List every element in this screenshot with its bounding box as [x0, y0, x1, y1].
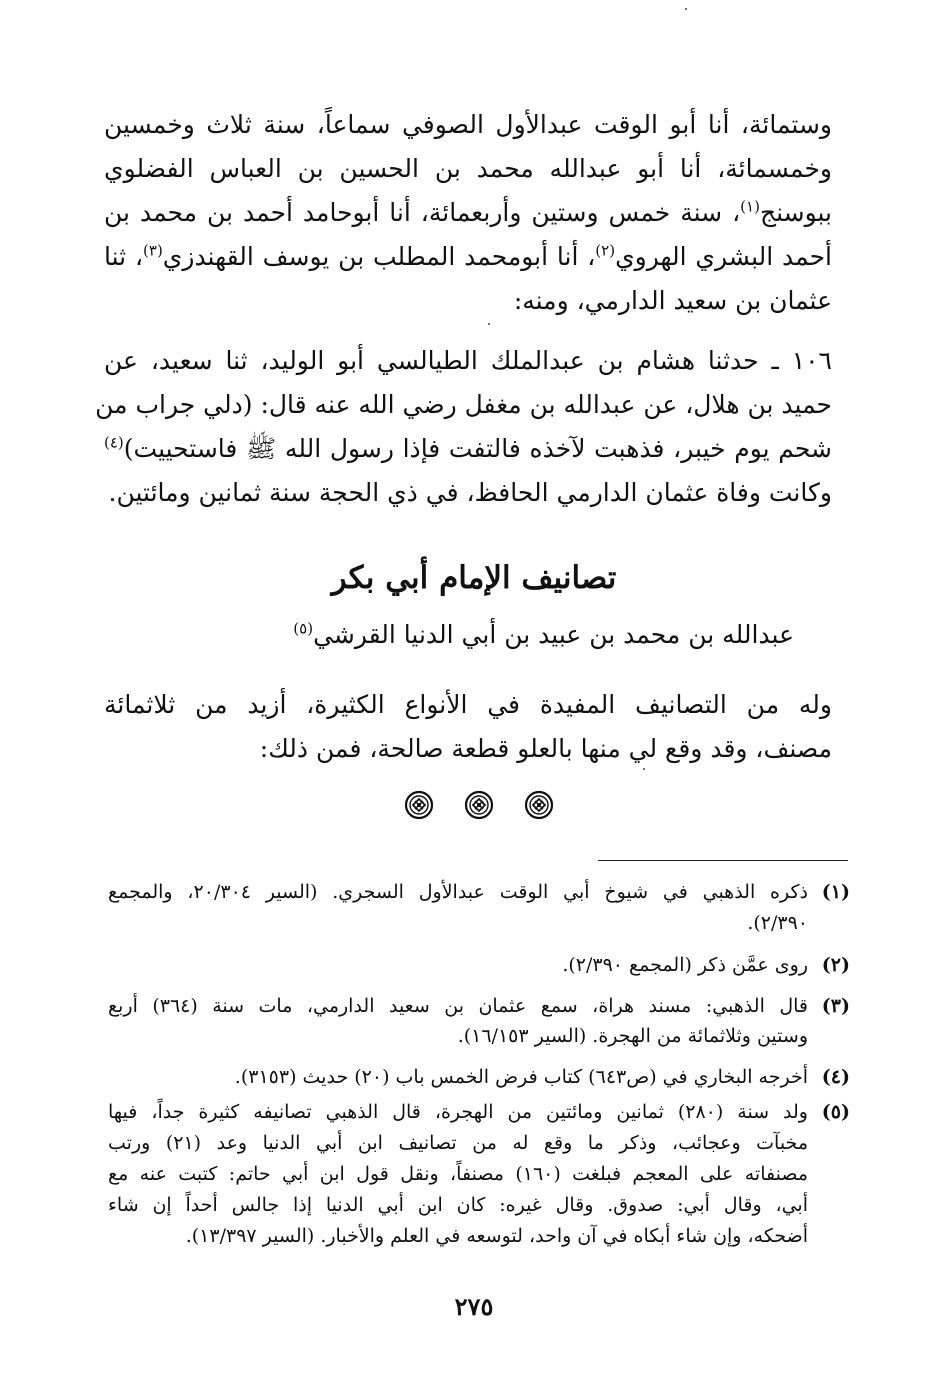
footnote-5-line: مخبآت وعجائب، وذكر ما وقع له من تصانيف ابن أبي الدنيا وعد (٢١) ورتب [108, 1132, 808, 1154]
footnote-ref-2: (٢) [595, 241, 616, 260]
footnote-number: (٤) [821, 1066, 850, 1088]
author-line [104, 620, 794, 650]
text-line: وستمائة، أنا أبو الوقت عبدالأول الصوفي سماعاً، سنة ثلاث وخمسين [104, 110, 832, 139]
text-segment: ، أنا أبومحمد المطلب بن يوسف القهندزي [162, 242, 596, 271]
text-line: مصنف، وقد وقع لي منها بالعلو قطعة صالحة، فمن ذلك: [259, 734, 832, 763]
footnote-1-line: ذكره الذهبي في شيوخ أبي الوقت عبدالأول السجري. (السير ٢٠/٣٠٤، والمجمع [108, 881, 809, 903]
print-speck [488, 323, 490, 325]
footnote-number: (٢) [821, 954, 850, 976]
footnote-5-line: ولد سنة (٢٨٠) ثمانين ومائتين من الهجرة، قال الذهبي تصانيفه كثيرة جداً، فيها [108, 1101, 808, 1123]
footnote-number: (٥) [821, 1101, 850, 1123]
text-line: وكانت وفاة عثمان الدارمي الحافظ، في ذي الحجة سنة ثمانين ومائتين. [108, 478, 832, 507]
paragraph-3 [104, 690, 832, 770]
section-heading: تصانيف الإمام أبي بكر [331, 560, 617, 596]
subheading [104, 620, 794, 654]
text-line [104, 198, 832, 228]
text-line: حميد بن هلال، عن عبدالله بن مغفل رضي الله عنه قال: (دلي جراب من [95, 390, 832, 419]
footnote-3-line: قال الذهبي: مسند هراة، سمع عثمان بن سعيد الدارمي، مات سنة (٣٦٤) أربع [108, 995, 808, 1017]
text-line [104, 242, 832, 272]
print-speck [685, 8, 687, 10]
ornamental-flower-icon [524, 790, 554, 820]
footnote-2-line: روى عمَّن ذكر (المجمع ٢/٣٩٠). [562, 954, 808, 976]
hadith-line: ١٠٦ ـ حدثنا هشام بن عبدالملك الطيالسي أبو الوليد، ثنا سعيد، عن [104, 346, 832, 375]
ornamental-flower-icon [464, 790, 494, 820]
footnote-3-line: وستين وثلاثمائة من الهجرة. (السير ١٦/١٥٣). [457, 1025, 808, 1047]
text-segment: ببوسنج [759, 198, 832, 227]
footnote-5-line: أضحكه، وإن شاء أبكاه في آن واحد، لتوسعه في العلم والأخبار. (السير ١٣/٣٩٧). [185, 1225, 808, 1247]
paragraph-1 [104, 110, 832, 315]
footnote-number: (٣) [821, 995, 850, 1017]
text-segment: ، ثنا [104, 242, 144, 271]
footnote-ref-1: (١) [740, 197, 760, 216]
text-line: وله من التصانيف المفيدة في الأنواع الكثيرة، أزيد من ثلاثمائة [104, 690, 832, 719]
text-segment: شحم يوم خيبر، فذهبت لآخذه فالتفت فإذا رسول الله ﷺ فاستحييت) [123, 434, 832, 463]
footnote-ref-4: (٤) [104, 433, 124, 452]
text-segment: ، سنة خمس وستين وأربعمائة، أنا أبوحامد أحمد بن محمد بن [104, 198, 741, 227]
paragraph-2 [95, 346, 832, 516]
footnote-ref-3: (٣) [143, 241, 163, 260]
footnote-number: (١) [821, 881, 850, 903]
footnote-4-line: أخرجه البخاري في (ص٦٤٣) كتاب فرض الخمس باب (٢٠) حديث (٣١٥٣). [234, 1066, 808, 1088]
footnote-separator [598, 860, 848, 861]
page-number: ٢٧٥ [454, 1292, 494, 1321]
print-speck [643, 768, 645, 770]
footnote-1-line: ٢/٣٩٠). [747, 912, 808, 934]
footnote-5-line: مصنفاته على المعجم فبلغت (١٦٠) مصنفاً، ونقل قول ابن أبي حاتم: كتبت عنه مع [108, 1163, 809, 1185]
ornamental-flower-icon [404, 790, 434, 820]
footnote-5-line: أبي، وقال أبي: صدوق. وقال غيره: كان ابن أبي الدنيا إذا جالس أحداً إن شاء [108, 1194, 808, 1216]
text-line: عثمان بن سعيد الدارمي، ومنه: [513, 286, 832, 315]
text-line [104, 434, 832, 464]
text-segment: عبدالله بن محمد بن عبيد بن أبي الدنيا القرشي [313, 620, 794, 649]
text-line: وخمسمائة، أنا أبو عبدالله محمد بن الحسين بن العباس الفضلوي [104, 154, 832, 183]
footnote-ref-5: (٥) [293, 619, 314, 638]
text-segment: أحمد البشري الهروي [615, 242, 832, 271]
section-ornaments [404, 790, 554, 824]
